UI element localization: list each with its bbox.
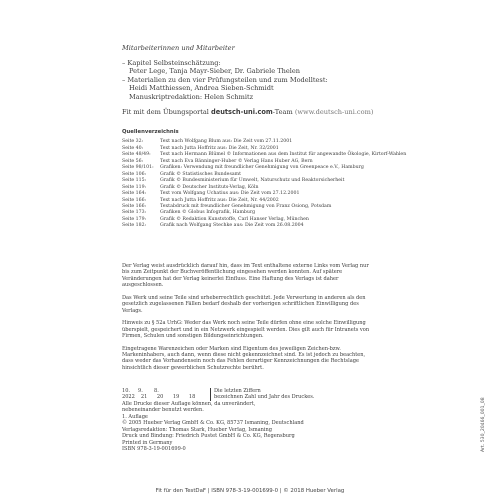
source-page: Seite 48/49: (122, 152, 151, 158)
source-text: Text vom Wolfgang Uchatius aus: Die Zeit vom 27.12.2001 (160, 191, 300, 197)
source-text: Text nach Jutta Hoffritz aus: Die Zeit, Nr. 32/2001 (160, 145, 279, 151)
source-text: Textabdruck mit freundlicher Genehmigung von Franz Osiong, Potsdam (160, 203, 332, 209)
source-page: Seite 40: (122, 145, 144, 151)
source-text: Text nach Jutta Hoffritz aus: Die Zeit, Nr. 44/2002 (160, 197, 279, 203)
imprint-line: Alle Drucke dieser Auflage können, da unverändert, (122, 400, 256, 407)
print-run-info (122, 388, 370, 401)
print-number: 9. (138, 388, 143, 394)
source-page: Seite 182: (122, 223, 147, 229)
print-note-line: Die letzten Ziffern (214, 388, 261, 394)
contributor-names: Peter Lege, Tanja Mayr-Sieber, Dr. Gabriele Thelen (129, 67, 301, 76)
print-numbers (122, 388, 210, 401)
team-name: deutsch-uni.com (211, 107, 273, 116)
imprint-line: nebeneinander benutzt werden. (122, 407, 204, 414)
legal-paragraph: Das Werk und seine Teile sind urheberrechtlich geschützt. Jede Verwertung in anderen als den gesetzlich zugelassenen Fällen bedarf deshalb der vorherigen schriftlichen Einwilligung des Verlags. (122, 294, 366, 314)
print-year: 19 (172, 394, 180, 401)
contributor-item-label: – Kapitel Selbsteinschätzung: (122, 58, 221, 67)
source-page: Seite 106: (122, 171, 147, 177)
source-text: Grafiken: Verwendung mit freundlicher Genehmigung von Greenpeace e.V., Hamburg (160, 165, 364, 171)
sources-title: Quellenverzeichnis (122, 129, 179, 135)
source-page: Seite 56: (122, 158, 144, 164)
page-footer: Fit für den TestDaF | ISBN 978-3-19-001699-0 | © 2018 Hueber Verlag (155, 488, 345, 494)
source-page: Seite 32: (122, 139, 144, 145)
print-note-line: bezeichnen Zahl und Jahr des Druckes. (214, 394, 315, 401)
print-year-row (122, 394, 210, 400)
source-page: Seite 119: (122, 184, 147, 190)
team-credit (122, 108, 422, 117)
source-page: Seite 173: (122, 210, 147, 216)
source-text: Grafik © Statistisches Bundesamt (160, 171, 241, 177)
source-text: Grafik nach Wolfgang Stechke aus: Die Zeit vom 26.08.2004 (160, 223, 304, 229)
print-year: 21 (140, 394, 148, 401)
team-url: (www.deutsch-uni.com) (294, 107, 374, 116)
source-text: Text nach Hermann Blümel © Informationen aus dem Institut für angewandte Ökologie, Kirtorf-Wahlen (160, 152, 407, 158)
team-suffix: -Team (272, 107, 295, 116)
contributors-heading: Mitarbeiterinnen und Mitarbeiter (122, 44, 235, 52)
contributor-names: Manuskriptredaktion: Helen Schmitz (129, 92, 254, 101)
legal-notice (122, 263, 370, 377)
contributor-names: Heidi Matthiessen, Andrea Sieben-Schmidt (129, 84, 274, 93)
imprint-line: Verlagsredaktion: Thomas Stark, Hueber Verlag, Ismaning (122, 426, 273, 433)
source-row (122, 223, 422, 229)
source-page: Seite 179: (122, 216, 147, 222)
contributors-section (122, 44, 422, 116)
source-page: Seite 98/101: (122, 165, 154, 171)
sources-section (122, 129, 422, 230)
source-text: Text nach Eva Bänninger-Huber © Verlag Hans Huber AG, Bern (160, 158, 313, 164)
print-year: 2022 (122, 394, 135, 401)
print-year: 20 (156, 394, 164, 401)
source-text: Grafik © Deutscher Instituts-Verlag, Köln (160, 184, 259, 190)
print-note (210, 388, 314, 401)
imprint-line: Printed in Germany (122, 439, 173, 446)
print-year: 18 (188, 394, 196, 401)
imprint-line: © 2005 Hueber Verlag GmbH & Co. KG, 85737 Ismaning, Deutschland (122, 420, 304, 427)
source-page: Seite 164: (122, 191, 147, 197)
print-number: 10. (122, 388, 131, 394)
imprint-line: Druck und Bindung: Friedrich Pustet GmbH & Co. KG, Regensburg (122, 433, 295, 440)
source-text: Grafik © Redaktion Kunststoffe, Carl Hanser Verlag, München (160, 216, 309, 222)
imprint-section (122, 388, 370, 453)
source-page: Seite 166: (122, 197, 147, 203)
legal-paragraph: Der Verlag weist ausdrücklich darauf hin, dass im Text enthaltene externe Links vom Verlag nur bis zum Zeitpunkt der Buchveröffentlichung eingesehen werden konnten. Auf spätere Veränderungen hat der Verlag keinerlei Einfluss. Eine Haftung des Verlags ist daher ausgeschlossen. (122, 263, 369, 289)
imprint-line: ISBN 978-3-19-001699-0 (122, 446, 186, 453)
team-prefix: Fit mit dem Übungsportal (122, 107, 212, 116)
legal-paragraph: Hinweis zu § 52a UrhG: Weder das Werk noch seine Teile dürfen ohne eine solche Einwilligung überspielt, gespeichert und in ein Netzwerk eingespielt werden. Dies gilt auch für Intranets von Firmen, Schulen und sonstigen Bildungseinrichtungen. (122, 320, 370, 340)
article-number: Art. 530_20466_001_08 (481, 397, 486, 452)
source-text: Grafik © Bundesministerium für Umwelt, Naturschutz und Reaktorsicherheit (160, 178, 345, 184)
legal-paragraph: Eingetragene Warenzeichen oder Marken sind Eigentum des jeweiligen Zeichen-bzw. Markeninhabers, auch dann, wenn diese nicht gekennzeichnet sind. Es ist jedoch zu beachten, dass weder das Vorhandensein noch das Fehlen derartiger Kennzeichnungen die Rechtslage hinsichtlich dieser gewerblichen Schutzrechte berührt. (122, 345, 366, 371)
source-text: Grafiken © Globus Infografik, Hamburg (160, 210, 256, 216)
source-text: Text nach Wolfgang Blum aus: Die Zeit vom 27.11.2001 (160, 139, 293, 145)
source-page: Seite 166: (122, 203, 147, 209)
contributor-item-label: – Materialien zu den vier Prüfungsteilen und zum Modelltest: (122, 75, 328, 84)
imprint-line: 1. Auflage (122, 413, 148, 420)
print-number: 8. (154, 388, 159, 394)
source-page: Seite 115: (122, 178, 147, 184)
